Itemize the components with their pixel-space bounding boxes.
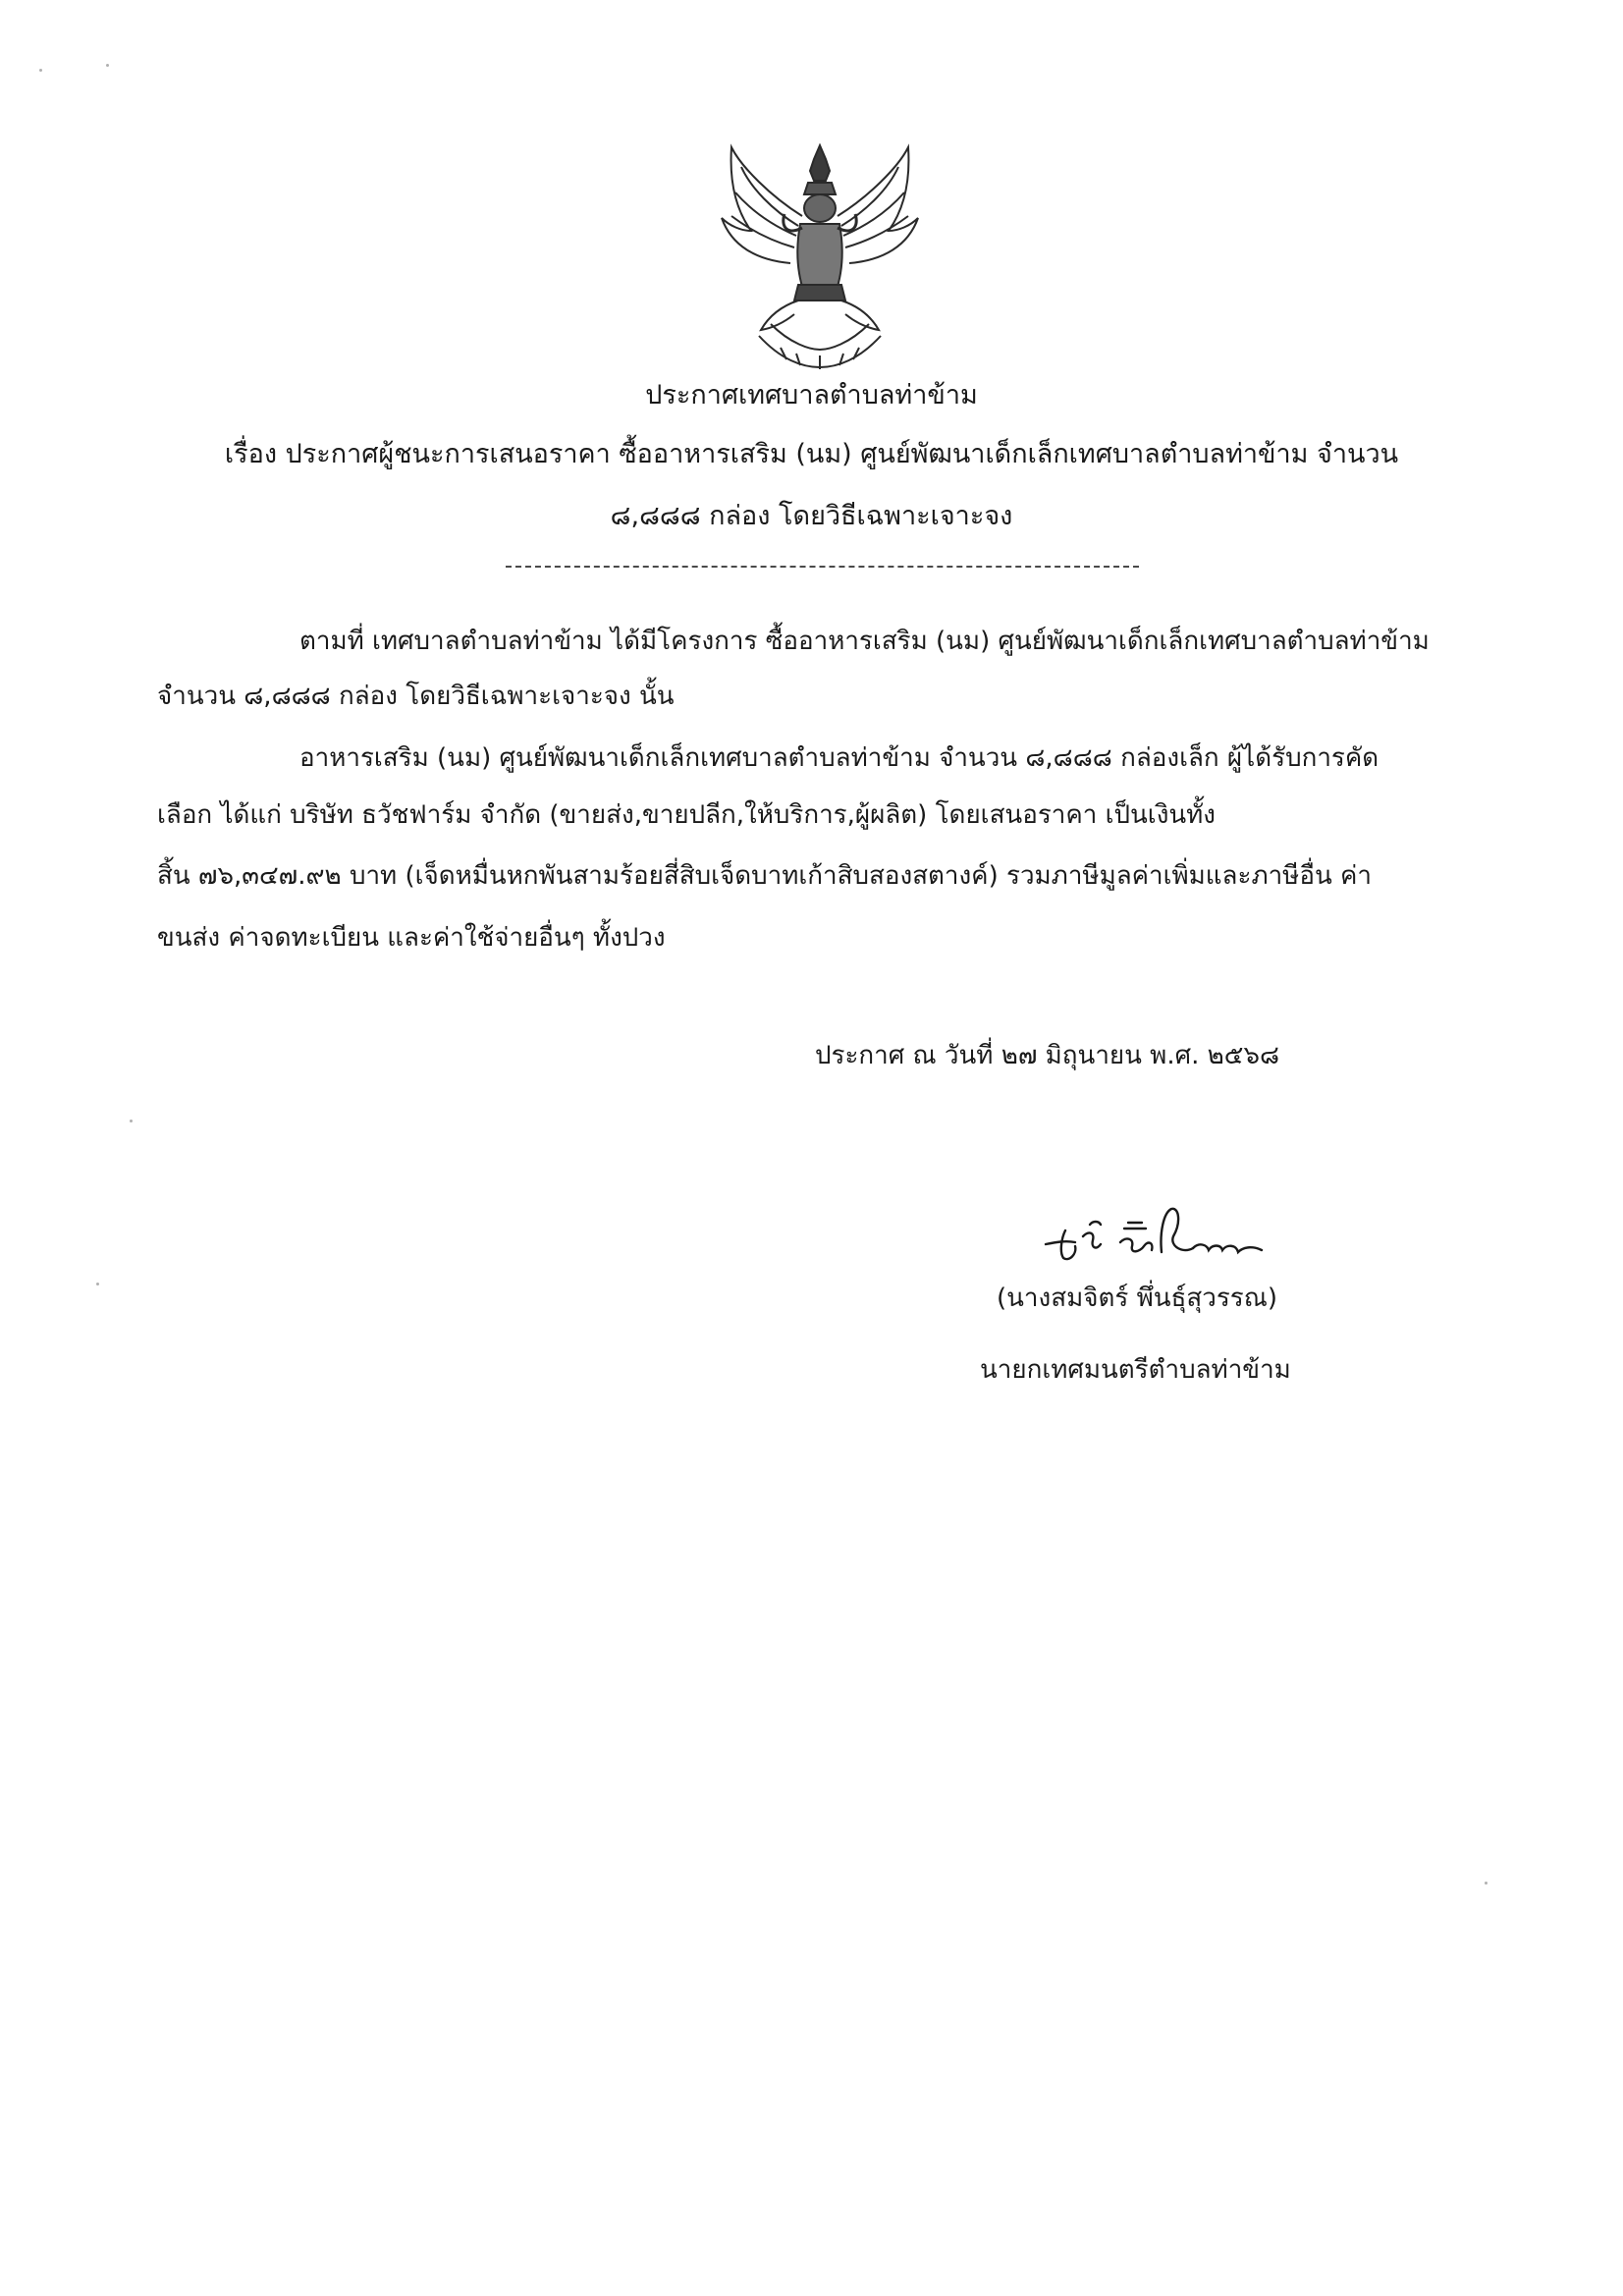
paragraph2-line3: สิ้น ๗๖,๓๔๗.๙๒ บาท (เจ็ดหมื่นหกพันสามร้อยสี่สิบเจ็ดบาทเก้าสิบสองสตางค์) รวมภาษีมูลค่าเพิ่มและภาษีอื่น ค่า	[157, 861, 1372, 891]
paragraph1-line1: ตามที่ เทศบาลตำบลท่าข้าม ได้มีโครงการ ซื้ออาหารเสริม (นม) ศูนย์พัฒนาเด็กเล็กเทศบาลตำบลท่าข้าม	[299, 627, 1430, 656]
signer-position: นายกเทศมนตรีตำบลท่าข้าม	[980, 1355, 1291, 1385]
signer-name: (นางสมจิตร์ พึ่นธุ์สุวรรณ)	[997, 1284, 1278, 1313]
scan-speck	[130, 1120, 133, 1122]
announcement-title: ประกาศเทศบาลตำบลท่าข้าม	[645, 380, 978, 410]
paragraph2-line4: ขนส่ง ค่าจดทะเบียน และค่าใช้จ่ายอื่นๆ ทั้งปวง	[157, 923, 666, 953]
subject-line-2: ๘,๘๘๘ กล่อง โดยวิธีเฉพาะเจาะจง	[610, 501, 1013, 531]
garuda-emblem-icon	[712, 137, 928, 373]
scan-speck	[106, 64, 109, 67]
paragraph1-line2: จำนวน ๘,๘๘๘ กล่อง โดยวิธีเฉพาะเจาะจง นั้น	[157, 682, 675, 711]
announcement-date: ประกาศ ณ วันที่ ๒๗ มิถุนายน พ.ศ. ๒๕๖๘	[815, 1041, 1280, 1070]
handwritten-signature	[1036, 1203, 1281, 1272]
scan-speck	[1485, 1882, 1488, 1885]
paragraph2-line2: เลือก ได้แก่ บริษัท ธวัชฟาร์ม จำกัด (ขายส่ง,ขายปลีก,ให้บริการ,ผู้ผลิต) โดยเสนอราคา เป็นเงินทั้ง	[157, 800, 1216, 830]
scan-speck	[39, 69, 42, 72]
paragraph2-line1: อาหารเสริม (นม) ศูนย์พัฒนาเด็กเล็กเทศบาลตำบลท่าข้าม จำนวน ๘,๘๘๘ กล่องเล็ก ผู้ได้รับการคัด	[299, 743, 1380, 773]
separator-line	[506, 566, 1139, 568]
subject-line-1: เรื่อง ประกาศผู้ชนะการเสนอราคา ซื้ออาหารเสริม (นม) ศูนย์พัฒนาเด็กเล็กเทศบาลตำบลท่าข้าม จำนวน	[224, 439, 1399, 469]
scan-speck	[96, 1283, 99, 1285]
